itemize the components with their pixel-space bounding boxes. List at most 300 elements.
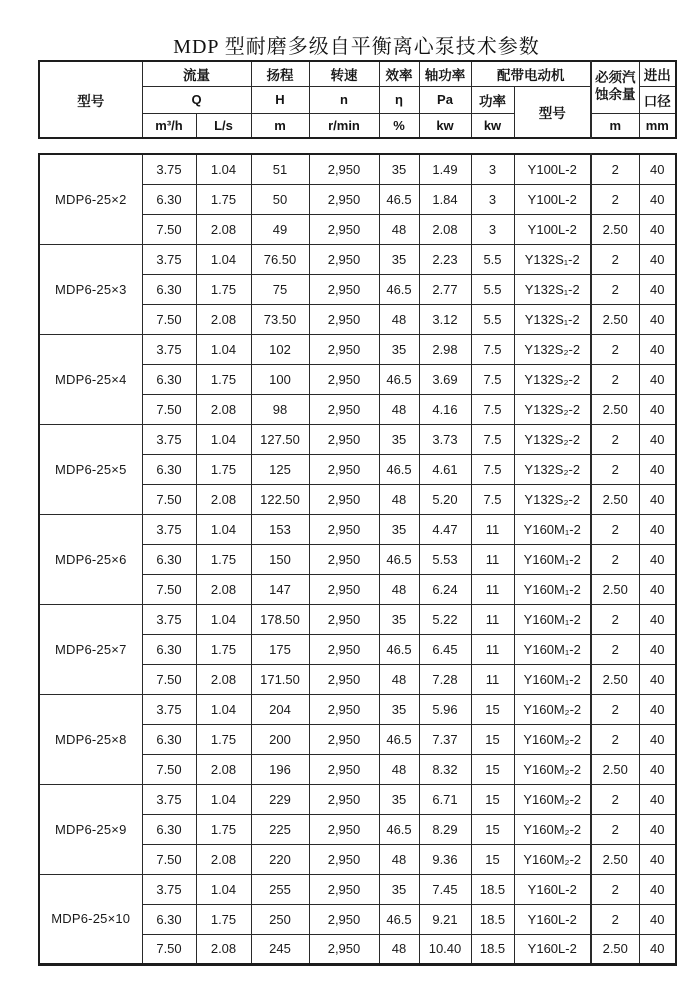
data-cell: 40	[639, 454, 676, 484]
data-cell: 2,950	[309, 424, 379, 454]
data-cell: 48	[379, 484, 419, 514]
data-cell: 3.12	[419, 304, 471, 334]
data-cell: 11	[471, 664, 514, 694]
data-cell: 46.5	[379, 364, 419, 394]
data-cell: 46.5	[379, 184, 419, 214]
pump-model-cell: MDP6-25×3	[39, 244, 142, 334]
data-cell: 3.75	[142, 514, 196, 544]
data-cell: 40	[639, 874, 676, 904]
data-cell: 2,950	[309, 574, 379, 604]
data-cell: 2	[591, 604, 639, 634]
data-cell: Y160L-2	[514, 934, 591, 964]
data-cell: 2.08	[196, 574, 251, 604]
symbol-shaft-power: Pa	[419, 86, 471, 113]
data-cell: 2.08	[196, 664, 251, 694]
data-cell: 3.75	[142, 874, 196, 904]
col-header-port-line1: 进出	[639, 61, 676, 86]
data-cell: 3	[471, 214, 514, 244]
data-cell: 40	[639, 184, 676, 214]
data-cell: 7.28	[419, 664, 471, 694]
pump-model-cell: MDP6-25×10	[39, 874, 142, 964]
data-cell: Y160M₂-2	[514, 754, 591, 784]
data-cell: 2,950	[309, 634, 379, 664]
data-cell: 48	[379, 844, 419, 874]
data-cell: 2,950	[309, 274, 379, 304]
data-cell: 229	[251, 784, 309, 814]
data-cell: 46.5	[379, 904, 419, 934]
col-header-flow: 流量	[142, 61, 251, 86]
data-cell: 153	[251, 514, 309, 544]
data-cell: 35	[379, 874, 419, 904]
unit-flow-m3h: m³/h	[142, 113, 196, 138]
data-cell: 1.75	[196, 904, 251, 934]
data-cell: 2,950	[309, 844, 379, 874]
col-header-npsh	[591, 61, 639, 113]
data-cell: 9.36	[419, 844, 471, 874]
data-cell: 11	[471, 634, 514, 664]
data-cell: Y100L-2	[514, 184, 591, 214]
data-cell: 46.5	[379, 274, 419, 304]
header-row-1	[39, 61, 676, 86]
table-row	[39, 154, 676, 184]
data-cell: 3.75	[142, 334, 196, 364]
data-cell: 175	[251, 634, 309, 664]
unit-efficiency: %	[379, 113, 419, 138]
data-cell: 2,950	[309, 184, 379, 214]
data-cell: 2,950	[309, 724, 379, 754]
data-cell: 2.08	[196, 484, 251, 514]
data-cell: Y160L-2	[514, 874, 591, 904]
data-cell: 40	[639, 724, 676, 754]
data-cell: 1.04	[196, 334, 251, 364]
data-cell: 48	[379, 214, 419, 244]
data-cell: 35	[379, 604, 419, 634]
data-cell: 2,950	[309, 664, 379, 694]
data-cell: 2,950	[309, 304, 379, 334]
col-header-efficiency: 效率	[379, 61, 419, 86]
data-cell: 2.98	[419, 334, 471, 364]
data-cell: 1.75	[196, 184, 251, 214]
data-cell: 7.5	[471, 454, 514, 484]
parameter-data-table	[38, 153, 677, 966]
data-cell: 35	[379, 424, 419, 454]
data-cell: 1.04	[196, 424, 251, 454]
data-cell: 150	[251, 544, 309, 574]
data-cell: 40	[639, 904, 676, 934]
data-cell: 7.50	[142, 214, 196, 244]
data-cell: Y132S₂-2	[514, 484, 591, 514]
col-header-speed: 转速	[309, 61, 379, 86]
data-cell: 40	[639, 514, 676, 544]
data-cell: 2.50	[591, 304, 639, 334]
data-cell: 2.50	[591, 934, 639, 964]
data-cell: 250	[251, 904, 309, 934]
data-cell: 1.75	[196, 724, 251, 754]
data-cell: 1.04	[196, 694, 251, 724]
table-row	[39, 694, 676, 724]
data-cell: 2.50	[591, 574, 639, 604]
data-cell: 46.5	[379, 544, 419, 574]
data-cell: 6.30	[142, 544, 196, 574]
data-cell: 1.75	[196, 274, 251, 304]
data-cell: 2	[591, 724, 639, 754]
data-cell: Y132S₂-2	[514, 364, 591, 394]
data-cell: 2.08	[196, 754, 251, 784]
data-cell: Y160M₂-2	[514, 844, 591, 874]
pump-model-cell: MDP6-25×8	[39, 694, 142, 784]
data-cell: 3	[471, 154, 514, 184]
data-cell: 40	[639, 844, 676, 874]
data-cell: 1.75	[196, 544, 251, 574]
npsh-label-line1: 必须汽	[595, 70, 636, 86]
data-cell: 6.30	[142, 274, 196, 304]
data-cell: 5.53	[419, 544, 471, 574]
data-cell: 2.50	[591, 394, 639, 424]
data-cell: 6.30	[142, 184, 196, 214]
data-cell: 2,950	[309, 784, 379, 814]
data-cell: 2	[591, 244, 639, 274]
data-cell: Y160L-2	[514, 904, 591, 934]
data-cell: 18.5	[471, 874, 514, 904]
data-cell: 2	[591, 694, 639, 724]
pump-table-body	[39, 154, 676, 964]
data-cell: Y160M₂-2	[514, 814, 591, 844]
data-cell: 3.69	[419, 364, 471, 394]
data-cell: 1.75	[196, 364, 251, 394]
pump-model-cell: MDP6-25×7	[39, 604, 142, 694]
data-cell: 5.5	[471, 274, 514, 304]
data-cell: 2.50	[591, 214, 639, 244]
data-cell: Y160M₁-2	[514, 634, 591, 664]
table-row	[39, 784, 676, 814]
data-cell: 40	[639, 244, 676, 274]
data-cell: 2,950	[309, 544, 379, 574]
data-cell: Y100L-2	[514, 154, 591, 184]
data-cell: 9.21	[419, 904, 471, 934]
data-cell: 2,950	[309, 454, 379, 484]
data-cell: 4.16	[419, 394, 471, 424]
data-cell: 122.50	[251, 484, 309, 514]
symbol-efficiency: η	[379, 86, 419, 113]
data-cell: 147	[251, 574, 309, 604]
data-cell: 50	[251, 184, 309, 214]
symbol-flow: Q	[142, 86, 251, 113]
data-cell: 2.08	[196, 934, 251, 964]
pump-model-cell: MDP6-25×4	[39, 334, 142, 424]
data-cell: 1.04	[196, 154, 251, 184]
data-cell: 40	[639, 814, 676, 844]
data-cell: 11	[471, 514, 514, 544]
unit-speed: r/min	[309, 113, 379, 138]
data-cell: 1.75	[196, 634, 251, 664]
page-title: MDP 型耐磨多级自平衡离心泵技术参数	[173, 36, 540, 58]
data-cell: 6.30	[142, 904, 196, 934]
data-cell: 6.24	[419, 574, 471, 604]
data-cell: 7.45	[419, 874, 471, 904]
unit-npsh: m	[591, 113, 639, 138]
data-cell: 2,950	[309, 934, 379, 964]
data-cell: 15	[471, 814, 514, 844]
data-cell: 46.5	[379, 814, 419, 844]
data-cell: Y132S₁-2	[514, 244, 591, 274]
data-cell: 196	[251, 754, 309, 784]
data-cell: 7.50	[142, 394, 196, 424]
data-cell: Y132S₂-2	[514, 424, 591, 454]
data-cell: 2	[591, 364, 639, 394]
data-cell: 171.50	[251, 664, 309, 694]
data-cell: 2.50	[591, 484, 639, 514]
data-cell: 2.50	[591, 754, 639, 784]
data-cell: 40	[639, 364, 676, 394]
data-cell: 225	[251, 814, 309, 844]
col-header-motor-model: 型号	[514, 86, 591, 138]
data-cell: 2.77	[419, 274, 471, 304]
data-cell: 2.50	[591, 844, 639, 874]
data-cell: 2	[591, 514, 639, 544]
data-cell: 40	[639, 274, 676, 304]
data-cell: 8.32	[419, 754, 471, 784]
data-cell: 40	[639, 664, 676, 694]
data-cell: 2.08	[196, 304, 251, 334]
data-cell: 7.50	[142, 664, 196, 694]
data-cell: Y132S₁-2	[514, 274, 591, 304]
data-cell: 11	[471, 574, 514, 604]
table-row	[39, 874, 676, 904]
data-cell: 1.84	[419, 184, 471, 214]
data-cell: 2	[591, 544, 639, 574]
data-cell: 2,950	[309, 514, 379, 544]
data-cell: 255	[251, 874, 309, 904]
data-cell: Y160M₂-2	[514, 694, 591, 724]
data-cell: 6.45	[419, 634, 471, 664]
data-cell: 7.50	[142, 484, 196, 514]
data-cell: 2.23	[419, 244, 471, 274]
data-cell: 2,950	[309, 154, 379, 184]
data-cell: 2,950	[309, 694, 379, 724]
data-cell: 6.71	[419, 784, 471, 814]
data-cell: 2,950	[309, 814, 379, 844]
col-header-motor: 配带电动机	[471, 61, 591, 86]
data-cell: 7.37	[419, 724, 471, 754]
data-cell: 46.5	[379, 634, 419, 664]
data-cell: 2.08	[419, 214, 471, 244]
data-cell: 8.29	[419, 814, 471, 844]
data-cell: 3.75	[142, 604, 196, 634]
data-cell: 3.75	[142, 244, 196, 274]
data-cell: 5.96	[419, 694, 471, 724]
data-cell: Y160M₁-2	[514, 544, 591, 574]
data-cell: 35	[379, 694, 419, 724]
unit-motor-power: kw	[471, 113, 514, 138]
col-header-head: 扬程	[251, 61, 309, 86]
data-cell: 40	[639, 214, 676, 244]
data-cell: 75	[251, 274, 309, 304]
data-cell: 7.5	[471, 334, 514, 364]
data-cell: 10.40	[419, 934, 471, 964]
data-cell: 2.08	[196, 214, 251, 244]
data-cell: 178.50	[251, 604, 309, 634]
data-cell: 48	[379, 754, 419, 784]
data-cell: 48	[379, 574, 419, 604]
data-cell: 11	[471, 544, 514, 574]
col-header-model: 型号	[39, 61, 142, 138]
data-cell: 102	[251, 334, 309, 364]
data-cell: 220	[251, 844, 309, 874]
data-cell: 2.08	[196, 844, 251, 874]
pump-model-cell: MDP6-25×6	[39, 514, 142, 604]
data-cell: 2,950	[309, 214, 379, 244]
data-cell: Y160M₁-2	[514, 514, 591, 544]
data-cell: 51	[251, 154, 309, 184]
data-cell: 2	[591, 634, 639, 664]
data-cell: 98	[251, 394, 309, 424]
data-cell: 5.20	[419, 484, 471, 514]
unit-flow-ls: L/s	[196, 113, 251, 138]
data-cell: 5.22	[419, 604, 471, 634]
data-cell: 73.50	[251, 304, 309, 334]
data-cell: 35	[379, 784, 419, 814]
data-cell: 7.50	[142, 574, 196, 604]
pump-model-cell: MDP6-25×2	[39, 154, 142, 244]
data-cell: Y160M₁-2	[514, 664, 591, 694]
col-header-motor-power: 功率	[471, 86, 514, 113]
symbol-speed: n	[309, 86, 379, 113]
data-cell: 2.50	[591, 664, 639, 694]
data-cell: 76.50	[251, 244, 309, 274]
data-cell: Y160M₁-2	[514, 604, 591, 634]
data-cell: 40	[639, 694, 676, 724]
data-cell: 40	[639, 154, 676, 184]
data-cell: 40	[639, 934, 676, 964]
data-cell: 3.75	[142, 424, 196, 454]
data-cell: 2,950	[309, 754, 379, 784]
data-cell: Y160M₂-2	[514, 724, 591, 754]
table-row	[39, 334, 676, 364]
data-cell: 6.30	[142, 454, 196, 484]
unit-shaft-power: kw	[419, 113, 471, 138]
data-cell: 1.75	[196, 814, 251, 844]
data-cell: 40	[639, 424, 676, 454]
data-cell: 6.30	[142, 364, 196, 394]
table-row	[39, 514, 676, 544]
data-cell: 2	[591, 274, 639, 304]
col-header-port-line2: 口径	[639, 86, 676, 113]
data-cell: Y160M₂-2	[514, 784, 591, 814]
pump-model-cell: MDP6-25×9	[39, 784, 142, 874]
data-cell: 6.30	[142, 814, 196, 844]
data-cell: 2	[591, 334, 639, 364]
data-cell: 2,950	[309, 334, 379, 364]
table-row	[39, 424, 676, 454]
data-cell: 40	[639, 544, 676, 574]
data-cell: 2	[591, 424, 639, 454]
data-cell: 204	[251, 694, 309, 724]
data-cell: 46.5	[379, 724, 419, 754]
data-cell: 7.5	[471, 364, 514, 394]
col-header-shaft-power: 轴功率	[419, 61, 471, 86]
data-cell: 2,950	[309, 904, 379, 934]
data-cell: 2	[591, 874, 639, 904]
data-cell: 2,950	[309, 394, 379, 424]
data-cell: 40	[639, 574, 676, 604]
pump-model-cell: MDP6-25×5	[39, 424, 142, 514]
data-cell: Y100L-2	[514, 214, 591, 244]
data-cell: 1.04	[196, 514, 251, 544]
data-cell: 40	[639, 334, 676, 364]
data-cell: 46.5	[379, 454, 419, 484]
unit-head: m	[251, 113, 309, 138]
parameter-header-table	[38, 60, 677, 139]
data-cell: 15	[471, 754, 514, 784]
data-cell: 6.30	[142, 634, 196, 664]
data-cell: 48	[379, 394, 419, 424]
data-cell: 35	[379, 244, 419, 274]
data-cell: 2,950	[309, 604, 379, 634]
symbol-head: H	[251, 86, 309, 113]
data-cell: 1.49	[419, 154, 471, 184]
data-cell: 4.47	[419, 514, 471, 544]
data-cell: 18.5	[471, 904, 514, 934]
data-cell: 6.30	[142, 724, 196, 754]
data-cell: 48	[379, 304, 419, 334]
data-cell: 35	[379, 334, 419, 364]
data-cell: 1.04	[196, 244, 251, 274]
data-cell: 125	[251, 454, 309, 484]
unit-port: mm	[639, 113, 676, 138]
data-cell: 40	[639, 304, 676, 334]
data-cell: 3.75	[142, 154, 196, 184]
data-cell: 1.04	[196, 784, 251, 814]
data-cell: 7.50	[142, 304, 196, 334]
data-cell: 7.5	[471, 484, 514, 514]
data-cell: 2	[591, 184, 639, 214]
table-row	[39, 604, 676, 634]
data-cell: 7.5	[471, 424, 514, 454]
data-cell: 40	[639, 484, 676, 514]
data-cell: 40	[639, 634, 676, 664]
table-row	[39, 244, 676, 274]
data-cell: 2	[591, 904, 639, 934]
data-cell: 2,950	[309, 874, 379, 904]
data-cell: 127.50	[251, 424, 309, 454]
data-cell: 5.5	[471, 304, 514, 334]
data-cell: 7.50	[142, 844, 196, 874]
data-cell: 7.50	[142, 934, 196, 964]
data-cell: 3.73	[419, 424, 471, 454]
data-cell: 15	[471, 784, 514, 814]
data-cell: 4.61	[419, 454, 471, 484]
npsh-label-line2: 蚀余量	[595, 87, 636, 103]
data-cell: 48	[379, 934, 419, 964]
data-cell: 3	[471, 184, 514, 214]
data-cell: 2,950	[309, 484, 379, 514]
data-cell: 2,950	[309, 244, 379, 274]
data-cell: 35	[379, 154, 419, 184]
data-cell: 35	[379, 514, 419, 544]
data-cell: 11	[471, 604, 514, 634]
data-cell: 40	[639, 784, 676, 814]
data-cell: 48	[379, 664, 419, 694]
data-cell: 3.75	[142, 694, 196, 724]
data-cell: 49	[251, 214, 309, 244]
data-cell: 1.04	[196, 604, 251, 634]
data-cell: 40	[639, 754, 676, 784]
data-cell: 3.75	[142, 784, 196, 814]
data-cell: 2.08	[196, 394, 251, 424]
data-cell: Y132S₂-2	[514, 454, 591, 484]
data-cell: 200	[251, 724, 309, 754]
data-cell: 40	[639, 394, 676, 424]
